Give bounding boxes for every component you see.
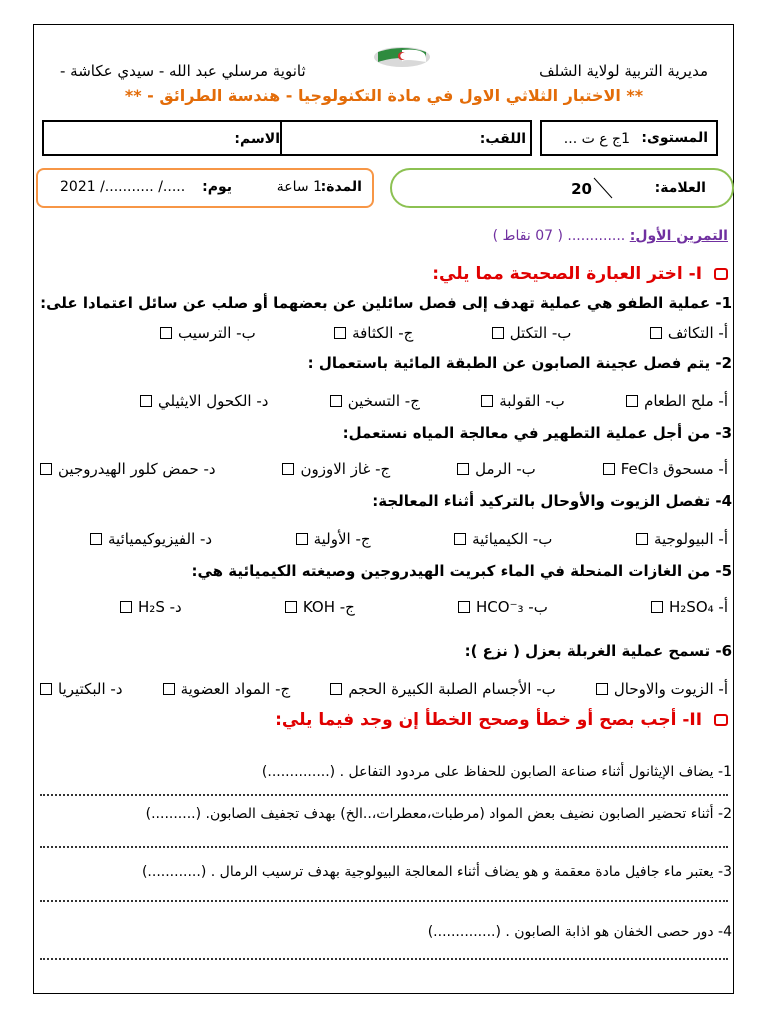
level-box [540, 120, 718, 156]
exercise-dots: ............. [567, 228, 626, 244]
option-label: ب- الرمل [475, 460, 536, 478]
option-1d[interactable] [160, 324, 256, 342]
option-label: د- الفيزيوكيميائية [108, 530, 213, 548]
question-3: 3- من أجل عملية التطهير في معالجة المياه نستعمل: [342, 424, 732, 442]
option-6d[interactable] [40, 680, 122, 698]
part1-numeral: I [695, 264, 703, 284]
option-label: ب- HCO⁻₃ [476, 598, 548, 616]
option-2d[interactable] [140, 392, 268, 410]
option-2b[interactable] [481, 392, 565, 410]
option-5b[interactable] [458, 598, 548, 616]
option-checkbox[interactable] [160, 327, 172, 339]
option-checkbox[interactable] [140, 395, 152, 407]
option-label: أ- البيولوجية [653, 530, 728, 548]
option-checkbox[interactable] [40, 463, 52, 475]
part1-heading [432, 264, 728, 284]
option-3b[interactable] [457, 460, 536, 478]
grade-label: العلامة: [654, 180, 706, 196]
answer-line-1[interactable] [40, 794, 728, 796]
option-5d[interactable] [120, 598, 182, 616]
option-checkbox[interactable] [458, 601, 470, 613]
option-label: ج- الأولية [313, 530, 371, 548]
option-checkbox[interactable] [454, 533, 466, 545]
option-checkbox[interactable] [596, 683, 608, 695]
option-label: ج- الكثافة [352, 324, 414, 342]
day-label: يوم: [202, 179, 232, 195]
option-2a[interactable] [626, 392, 728, 410]
option-checkbox[interactable] [330, 395, 342, 407]
identity-divider [42, 120, 282, 156]
option-5a[interactable] [651, 598, 728, 616]
question-4: 4- تفصل الزيوت والأوحال بالتركيد أثناء المعالجة: [372, 492, 732, 510]
level-label: المستوى: [641, 130, 708, 146]
question-5-options [120, 598, 728, 616]
option-6b[interactable] [330, 680, 555, 698]
directorate-name: مديرية التربية لولاية الشلف [539, 62, 708, 80]
option-label: أ- الزيوت والاوحال [613, 680, 728, 698]
statement-1: 1- يضاف الإيثانول أثناء صناعة الصابون للحفاظ على مردود التفاعل . (..............) [261, 764, 732, 780]
option-checkbox[interactable] [40, 683, 52, 695]
option-3a[interactable] [603, 460, 728, 478]
option-label: أ- مسحوق FeCl₃ [620, 460, 728, 478]
part2-title: - أجب بصح أو خطأ وصحح الخطأ إن وجد فيما يلي: [275, 710, 690, 730]
level-value: 1ج ع ت ... [563, 131, 630, 147]
option-checkbox[interactable] [457, 463, 469, 475]
answer-line-3[interactable] [40, 900, 728, 902]
option-6c[interactable] [163, 680, 291, 698]
option-checkbox[interactable] [650, 327, 662, 339]
option-1b[interactable] [492, 324, 572, 342]
question-1-options [160, 324, 728, 342]
option-checkbox[interactable] [334, 327, 346, 339]
option-checkbox[interactable] [90, 533, 102, 545]
option-checkbox[interactable] [603, 463, 615, 475]
option-label: ب- القولبة [499, 392, 565, 410]
option-checkbox[interactable] [636, 533, 648, 545]
option-label: أ- التكاثف [667, 324, 728, 342]
option-4b[interactable] [454, 530, 552, 548]
answer-line-4[interactable] [40, 958, 728, 960]
book-icon [714, 714, 728, 726]
option-4d[interactable] [90, 530, 212, 548]
option-label: د- الكحول الايثيلي [158, 392, 269, 410]
option-label: ب- التكتل [509, 324, 572, 342]
part1-title: - اختر العبارة الصحيحة مما يلي: [432, 264, 696, 284]
duration-value: 1 ساعة [276, 179, 322, 195]
option-4a[interactable] [636, 530, 728, 548]
question-2-options [140, 392, 728, 410]
option-label: أ- H₂SO₄ [669, 598, 728, 616]
exercise-title: التمرين الأول: [629, 228, 728, 244]
option-4c[interactable] [296, 530, 371, 548]
statement-4: 4- دور حصى الخفان هو اذابة الصابون . (..............) [427, 924, 732, 940]
option-label: د- حمض كلور الهيدروجين [58, 460, 216, 478]
exam-title: ** الاختبار الثلاثي الاول في مادة التكنولوجيا - هندسة الطرائق - ** [124, 86, 644, 105]
option-2c[interactable] [330, 392, 420, 410]
option-1a[interactable] [650, 324, 728, 342]
option-label: ج- التسخين [347, 392, 420, 410]
answer-line-2[interactable] [40, 846, 728, 848]
option-checkbox[interactable] [120, 601, 132, 613]
option-label: ج- غاز الاوزون [300, 460, 391, 478]
question-3-options [40, 460, 728, 478]
option-label: ج- KOH [302, 598, 355, 616]
surname-label: اللقب: [479, 131, 526, 147]
option-label: ب- الترسيب [178, 324, 256, 342]
date-value: ...../ .........../ 2021 [60, 179, 186, 195]
option-checkbox[interactable] [330, 683, 342, 695]
option-6a[interactable] [596, 680, 728, 698]
name-label: الاسم: [234, 131, 280, 147]
question-6-options [40, 680, 728, 698]
option-checkbox[interactable] [651, 601, 663, 613]
book-icon [714, 268, 728, 280]
option-checkbox[interactable] [282, 463, 294, 475]
duration-date-box [36, 168, 374, 208]
option-label: د- H₂S [138, 598, 182, 616]
duration-label: المدة: [320, 179, 362, 195]
question-2: 2- يتم فصل عجينة الصابون عن الطبقة المائية باستعمال : [307, 354, 732, 372]
option-checkbox[interactable] [626, 395, 638, 407]
option-label: د- البكتيريا [58, 680, 123, 698]
statement-3: 3- يعتبر ماء جافيل مادة معقمة و هو يضاف أثناء المعالجة البيولوجية بهدف ترسيب الرمال . (............) [141, 864, 732, 880]
option-3c[interactable] [282, 460, 390, 478]
option-5c[interactable] [285, 598, 355, 616]
option-checkbox[interactable] [481, 395, 493, 407]
algeria-flag-logo [372, 40, 432, 74]
exercise-heading [493, 228, 728, 244]
option-label: ب- الكيميائية [472, 530, 553, 548]
part2-heading [275, 710, 728, 730]
option-label: ج- المواد العضوية [180, 680, 291, 698]
grade-slash-icon [592, 176, 614, 200]
part2-numeral: II [689, 710, 703, 730]
grade-value: 20 [571, 180, 592, 198]
exercise-points: ( 07 نقاط ) [492, 228, 563, 244]
grade-box [390, 168, 734, 208]
option-checkbox[interactable] [163, 683, 175, 695]
option-checkbox[interactable] [296, 533, 308, 545]
question-4-options [90, 530, 728, 548]
option-label: أ- ملح الطعام [644, 392, 728, 410]
question-6: 6- تسمح عملية الغربلة بعزل ( نزع ): [464, 642, 732, 660]
school-name: ثانوية مرسلي عبد الله - سيدي عكاشة - [60, 62, 306, 80]
option-label: ب- الأجسام الصلبة الكبيرة الحجم [348, 680, 556, 698]
question-1: 1- عملية الطفو هي عملية تهدف إلى فصل سائلين عن بعضهما أو صلب عن سائل اعتمادا على: [40, 294, 732, 312]
statement-2: 2- أثناء تحضير الصابون نضيف بعض المواد (مرطبات،معطرات،..الخ) بهدف تجفيف الصابون. (..........) [145, 806, 732, 822]
option-3d[interactable] [40, 460, 216, 478]
option-1c[interactable] [334, 324, 413, 342]
option-checkbox[interactable] [492, 327, 504, 339]
option-checkbox[interactable] [285, 601, 297, 613]
question-5: 5- من الغازات المنحلة في الماء كبريت الهيدروجين وصيغته الكيميائية هي: [191, 562, 732, 580]
